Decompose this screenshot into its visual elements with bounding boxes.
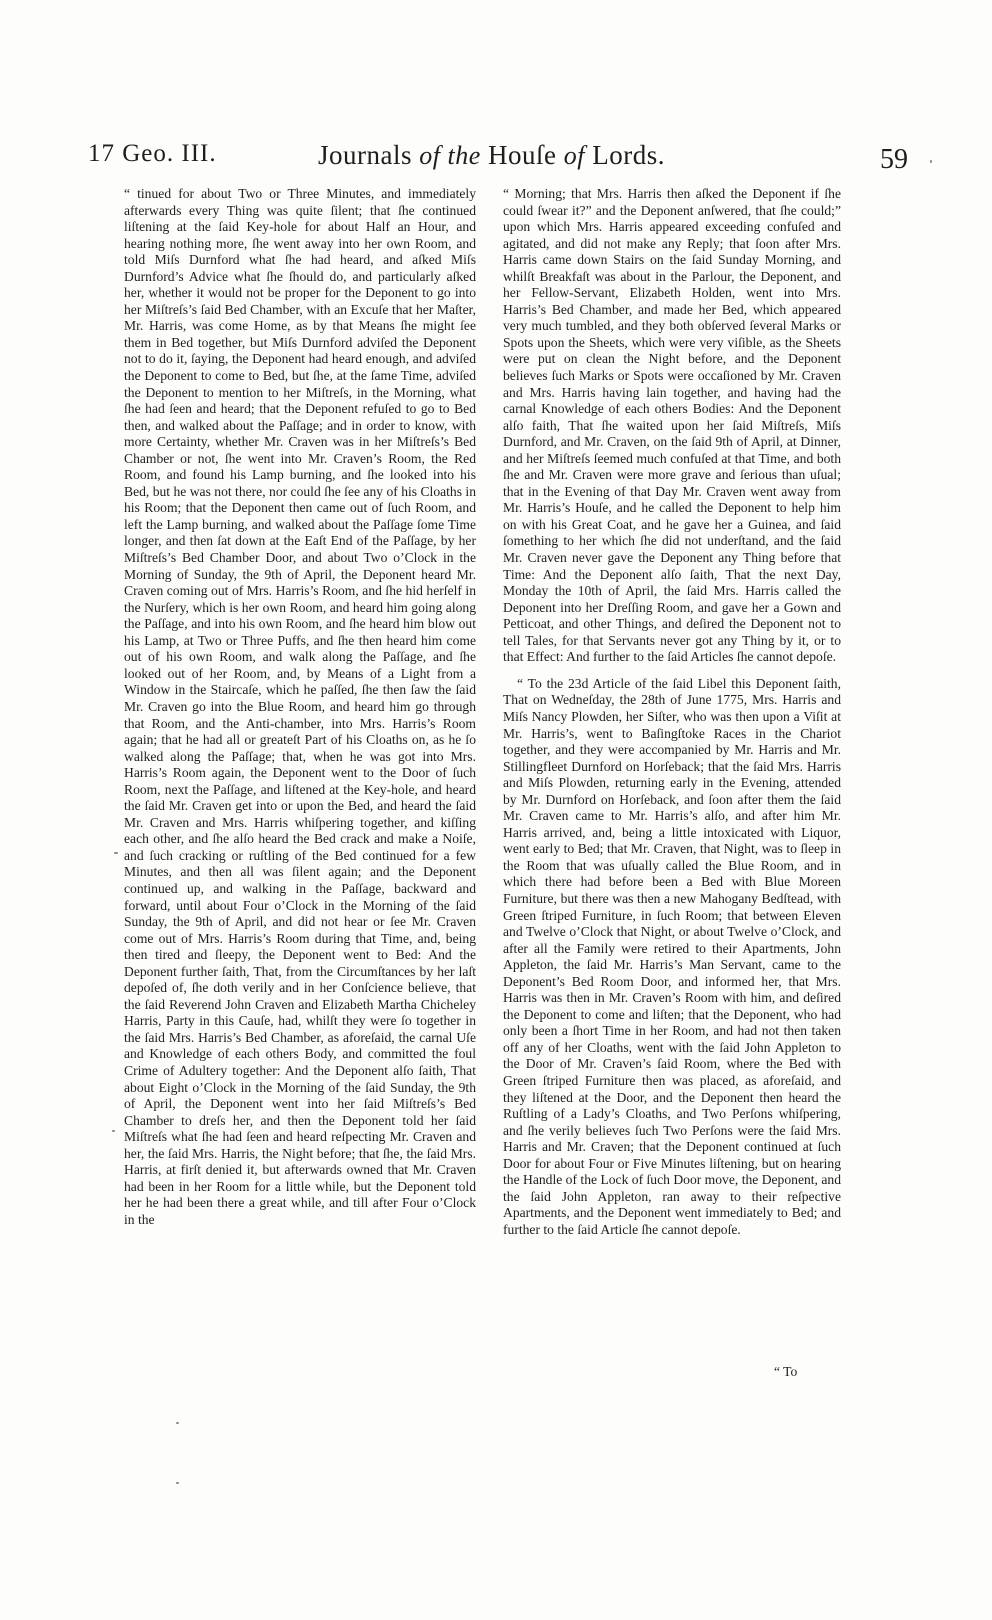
- scan-speck: [930, 160, 932, 163]
- scan-speck: [176, 1482, 179, 1484]
- scan-speck: [176, 1422, 179, 1424]
- page-number: 59: [880, 144, 908, 175]
- right-paragraph-2: “ To the 23d Article of the ſaid Libel this Deponent ſaith, That on Wedneſday, the 28th of June 1775, Mrs. Harris and Miſs Nancy Plowden, her Siſter, who was then upon a Viſit at Mr. Harris’s, went to Baſingſtoke Races in the Chariot together, and they were accompanied by Mr. Harris and Mr. Stillingfleet Durnford on Horſeback; that the ſaid Mrs. Harris and Miſs Plowden, returning early in the Evening, attended by Mr. Durnford on Horſeback, and ſoon after them the ſaid Mr. Craven came to Mr. Harris’s alſo, and after him Mr. Harris arrived, and, being a little intoxicated with Liquor, went early to Bed; that Mr. Craven, that Night, was to ſleep in the Room that was uſually called the Blue Room, and in which there had before been a Bed with Blue Moreen Furniture, but there was then a new Mahogany Bedſtead, with Green ſtriped Furniture, in ſuch Room; that between Eleven and Twelve o’Clock that Night, or about Twelve o’Clock, and after all the Family were retired to their Apartments, John Appleton, the ſaid Mr. Harris’s Man Servant, came to the Deponent’s Bed Room Door, and informed her, that Mrs. Harris was then in Mr. Craven’s Room with him, and deſired the Deponent to come and liſten; that the Deponent, who had only been a ſhort Time in her Room, and had not then taken off any of her Cloaths, went with the ſaid John Appleton to the Door of Mr. Craven’s ſaid Room, where the Bed with Green ſtriped Furniture then was placed, as aforeſaid, and they liſtened at the Door, and the Deponent then heard the Ruſtling of a Lady’s Cloaths, and Two Perſons whiſpering, and ſhe verily believes ſuch Two Perſons were the ſaid Mrs. Harris and Mr. Craven; that the Deponent continued at ſuch Door for about Four or Five Minutes liſtening, but on hearing the Handle of the Lock of ſuch Door move, the Deponent, and the ſaid John Appleton, ran away to their reſpective Apartments, and the Deponent went immediately to Bed; and further to the ſaid Article ſhe cannot depoſe.: [503, 675, 841, 1237]
- title-part-lords: Lords.: [584, 140, 665, 170]
- title-part-house: Houſe: [480, 140, 564, 170]
- title-part-of: of: [563, 141, 585, 170]
- journal-title: [318, 140, 665, 171]
- regnal-year: 17 Geo. III.: [88, 140, 217, 167]
- left-paragraph-1: “ tinued for about Two or Three Minutes, and immediately afterwards every Thing was quite ſilent; that ſhe continued liſtening at the ſaid Key-hole for about Half an Hour, and hearing nothing more, ſhe went away into her own Room, and told Miſs Durnford what ſhe had heard, and aſked Miſs Durnford’s Advice what ſhe ſhould do, and particularly aſked her, whether it would not be proper for the Deponent to go into her Miſtreſs’s ſaid Bed Chamber, with an Excuſe that her Maſter, Mr. Harris, was come Home, as by that Means ſhe might ſee them in Bed together, but Miſs Durnford adviſed the Deponent not to do it, ſaying, the Deponent had heard enough, and adviſed the Deponent to come to Bed, but ſhe, at the ſame Time, adviſed the Deponent to mention to her Miſtreſs, in the Morning, what ſhe had ſeen and heard; that the Deponent refuſed to go to Bed then, and walked about the Paſſage; and in order to know, with more Certainty, whether Mr. Craven was in her Miſtreſs’s Bed Chamber or not, ſhe went into Mr. Craven’s Room, the Red Room, and found his Lamp burning, and ſhe looked into his Bed, but he was not there, nor could ſhe ſee any of his Cloaths in his Room; that the Deponent then came out of ſuch Room, and left the Lamp burning, and walked about the Paſſage ſome Time longer, and then ſat down at the Eaſt End of the Paſſage, by her Miſtreſs’s Bed Chamber Door, and about Two o’Clock in the Morning of Sunday, the 9th of April, the Deponent heard Mr. Craven coming out of Mrs. Harris’s Room, and ſhe hid herſelf in the Nurſery, which is her own Room, and heard him going along the Paſſage, and into his own Room, and ſhe heard him blow out his Lamp, at Two or Three Puffs, and ſhe then heard him come out of his own Room, and walk along the Paſſage, and ſhe looked out of her Room, and, by Means of a Light from a Window in the Staircaſe, which he paſſed, ſhe then ſaw the ſaid Mr. Craven go into the Blue Room, and heard him go through that Room, and the Anti-chamber, into Mrs. Harris’s Room again; that he had all or greateſt Part of his Cloaths on, as he ſo walked along the Paſſage; that, when he was got into Mrs. Harris’s Room again, the Deponent went to the Door of ſuch Room, next the Paſſage, and liſtened at the Key-hole, and heard the ſaid Mr. Craven get into or upon the Bed, and heard the ſaid Mr. Craven and Mrs. Harris whiſpering together, and kiſſing each other, and ſhe alſo heard the Bed crack and make a Noiſe, and ſuch cracking or ruſtling of the Bed continued for a few Minutes, and then all was ſilent again; and the Deponent continued up, and walking in the Paſſage, backward and forward, until about Four o’Clock in the Morning of the ſaid Sunday, the 9th of April, and did not hear or ſee Mr. Craven come out of Mrs. Harris’s Room during that Time, and, being then tired and ſleepy, the Deponent went to Bed: And the Deponent further ſaith, That, from the Circumſtances by her laſt depoſed of, ſhe doth verily and in her Conſcience believe, that the ſaid Reverend John Craven and Elizabeth Martha Chicheley Harris, Party in this Cauſe, had, whilſt they were ſo together in the ſaid Mrs. Harris’s Bed Chamber, as aforeſaid, the carnal Uſe and Knowledge of each others Body, and committed the foul Crime of Adultery together: And the Deponent alſo ſaith, That about Eight o’Clock in the Morning of the ſaid Sunday, the 9th of April, the Deponent went into her ſaid Miſtreſs’s Bed Chamber to dreſs her, and then the Deponent told her ſaid Miſtreſs what ſhe had ſeen and heard reſpecting Mr. Craven and her, the ſaid Mrs. Harris, the Night before; that ſhe, the ſaid Mrs. Harris, at firſt denied it, but afterwards owned that Mr. Craven had been in her Room for a little while, but the Deponent told her he had been there a great while, and till after Four o’Clock in the: [124, 186, 476, 1227]
- title-part-of-the: of the: [419, 141, 481, 170]
- right-column: [503, 186, 841, 1248]
- scan-speck: [112, 1130, 115, 1132]
- page-header: [88, 140, 908, 180]
- title-part-journals: Journals: [318, 140, 420, 170]
- catchword: “ To: [774, 1364, 798, 1379]
- right-paragraph-1: “ Morning; that Mrs. Harris then aſked the Deponent if ſhe could ſwear it?” and the Deponent anſwered, that ſhe could;” upon which Mrs. Harris appeared exceeding confuſed and agitated, and did not make any Reply; that ſoon after Mrs. Harris came down Stairs on the ſaid Sunday Morning, and whilſt Breakfaſt was about in the Parlour, the Deponent, and her Fellow-Servant, Elizabeth Holden, went into Mrs. Harris’s Bed Chamber, and made her Bed, which appeared very much tumbled, and they both obſerved ſeveral Marks or Spots upon the Sheets, which were very viſible, as the Sheets were put on clean the Night before, and the Deponent believes ſuch Marks or Spots were occaſioned by Mr. Craven and Mrs. Harris having lain together, and having had the carnal Knowledge of each others Bodies: And the Deponent alſo faith, That ſhe waited upon her ſaid Miſtreſs, Miſs Durnford, and Mr. Craven, on the ſaid 9th of April, at Dinner, and her Miſtreſs ſeemed much confuſed at that Time, and both ſhe and Mr. Craven were more grave and ſerious than uſual; that in the Evening of that Day Mr. Craven went away from Mr. Harris’s Houſe, and he called the Deponent to help him on with his Great Coat, and he gave her a Guinea, and ſaid ſomething to her which ſhe did not underſtand, and the ſaid Mr. Craven never gave the Deponent any Thing before that Time: And the Deponent alſo ſaith, That the next Day, Monday the 10th of April, the ſaid Mrs. Harris called the Deponent into her Dreſſing Room, and gave her a Gown and Petticoat, and other Things, and deſired the Deponent not to tell Tales, for that Servants never got any Thing by it, or to that Effect: And further to the ſaid Articles ſhe cannot depoſe.: [503, 186, 841, 665]
- left-column: [124, 186, 476, 1238]
- scan-speck: [114, 852, 118, 854]
